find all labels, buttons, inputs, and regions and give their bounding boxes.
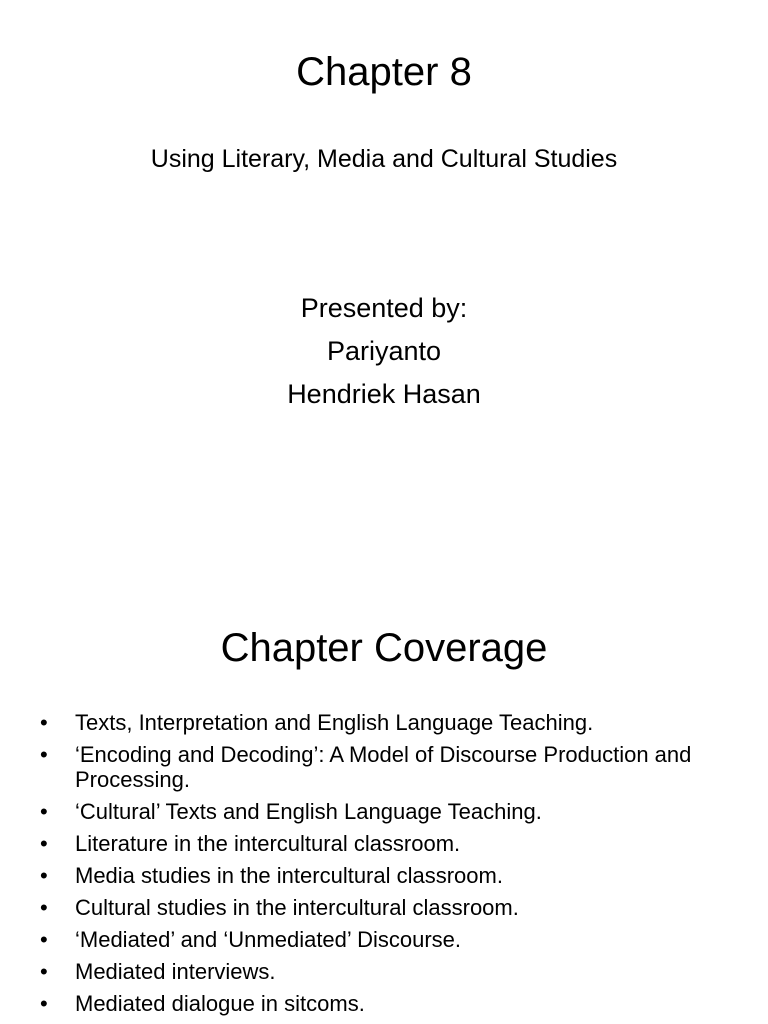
- list-item: [40, 895, 730, 920]
- coverage-list: [40, 710, 730, 1023]
- slide-title: Chapter Coverage: [220, 626, 548, 670]
- bullet-icon: •: [40, 863, 48, 888]
- bullet-icon: •: [40, 927, 48, 952]
- list-item: [40, 991, 730, 1016]
- list-item-text: Cultural studies in the intercultural classroom.: [75, 895, 519, 920]
- list-item: [40, 927, 730, 952]
- list-item-text: Mediated interviews.: [75, 959, 276, 984]
- list-item-text: Literature in the intercultural classroom.: [75, 831, 461, 856]
- list-item-text: ‘Mediated’ and ‘Unmediated’ Discourse.: [75, 927, 462, 952]
- list-item: [40, 799, 730, 824]
- list-item-text: Texts, Interpretation and English Language Teaching.: [75, 710, 594, 735]
- presenter-name: Hendriek Hasan: [287, 379, 481, 409]
- list-item: [40, 959, 730, 984]
- coverage-slide: [0, 512, 768, 1024]
- list-item: [40, 710, 730, 735]
- bullet-icon: •: [40, 991, 48, 1016]
- list-item: [40, 831, 730, 856]
- bullet-icon: •: [40, 831, 48, 856]
- bullet-icon: •: [40, 895, 48, 920]
- bullet-icon: •: [40, 742, 48, 767]
- presenters-block: [0, 287, 768, 416]
- list-item-text: Media studies in the intercultural classroom.: [75, 863, 503, 888]
- slide-subtitle: Using Literary, Media and Cultural Studies: [150, 145, 618, 173]
- bullet-icon: •: [40, 959, 48, 984]
- slide-title: Chapter 8: [296, 50, 472, 94]
- bullet-icon: •: [40, 799, 48, 824]
- list-item: [40, 742, 730, 792]
- list-item-text: Mediated dialogue in sitcoms.: [75, 991, 365, 1016]
- presented-by-label: Presented by:: [300, 293, 468, 323]
- list-item-text: ‘Cultural’ Texts and English Language Teaching.: [75, 799, 542, 824]
- list-item: [40, 863, 730, 888]
- bullet-icon: •: [40, 710, 48, 735]
- list-item-text: ‘Encoding and Decoding’: A Model of Discourse Production and Processing.: [75, 742, 692, 792]
- presenter-name: Pariyanto: [326, 336, 442, 366]
